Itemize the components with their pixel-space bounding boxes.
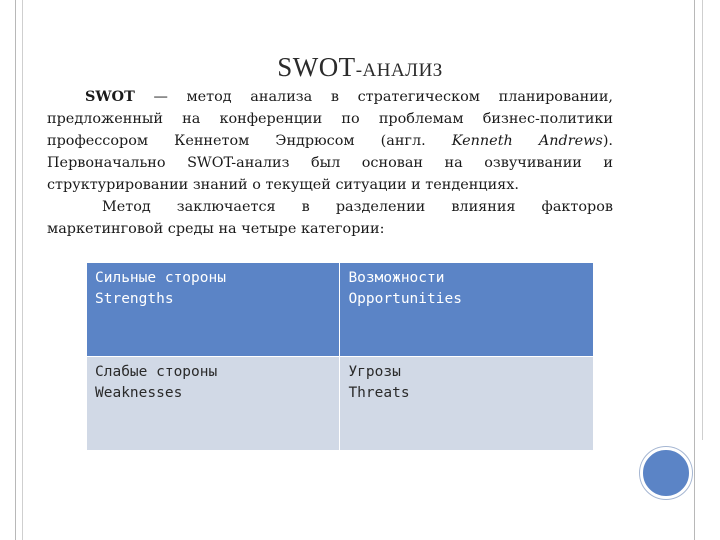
- swot-table: [86, 262, 594, 451]
- threats-en: Threats: [348, 385, 410, 401]
- strengths-en: Strengths: [95, 291, 174, 307]
- term-swot: SWOT: [85, 88, 135, 105]
- paragraph-method: Метод заключается в разделении влияния факторов маркетинговой среды на четыре категории:: [47, 199, 613, 237]
- slide-body: [47, 86, 613, 240]
- cell-weaknesses: [87, 357, 340, 451]
- strengths-ru: Сильные стороны: [95, 270, 226, 286]
- opportunities-en: Opportunities: [348, 291, 462, 307]
- threats-ru: Угрозы: [348, 364, 401, 380]
- weaknesses-ru: Слабые стороны: [95, 364, 218, 380]
- definition-text-end: ). Первоначально SWOT-анализ был основан на озвучивании и структурировании знаний о текущей ситуации и тенденциях.: [47, 133, 614, 193]
- english-name: Kenneth Andrews: [451, 133, 603, 149]
- definition-text: — метод анализа в стратегическом планировании, предложенный на конференции по проблемам бизнес-политики профессором Кеннетом Эндрюсом (англ.: [47, 89, 613, 149]
- cell-threats: [340, 357, 594, 451]
- swot-row-bottom: [87, 357, 594, 451]
- slide-title: [0, 52, 720, 83]
- title-main: SWOT: [277, 52, 356, 82]
- weaknesses-en: Weaknesses: [95, 385, 183, 401]
- paragraph-definition: [47, 86, 613, 196]
- decorative-circle: [640, 447, 692, 499]
- cell-strengths: [87, 263, 340, 357]
- swot-row-top: [87, 263, 594, 357]
- opportunities-ru: Возможности: [348, 270, 445, 286]
- cell-opportunities: [340, 263, 594, 357]
- title-rest: -АНАЛИЗ: [355, 60, 443, 81]
